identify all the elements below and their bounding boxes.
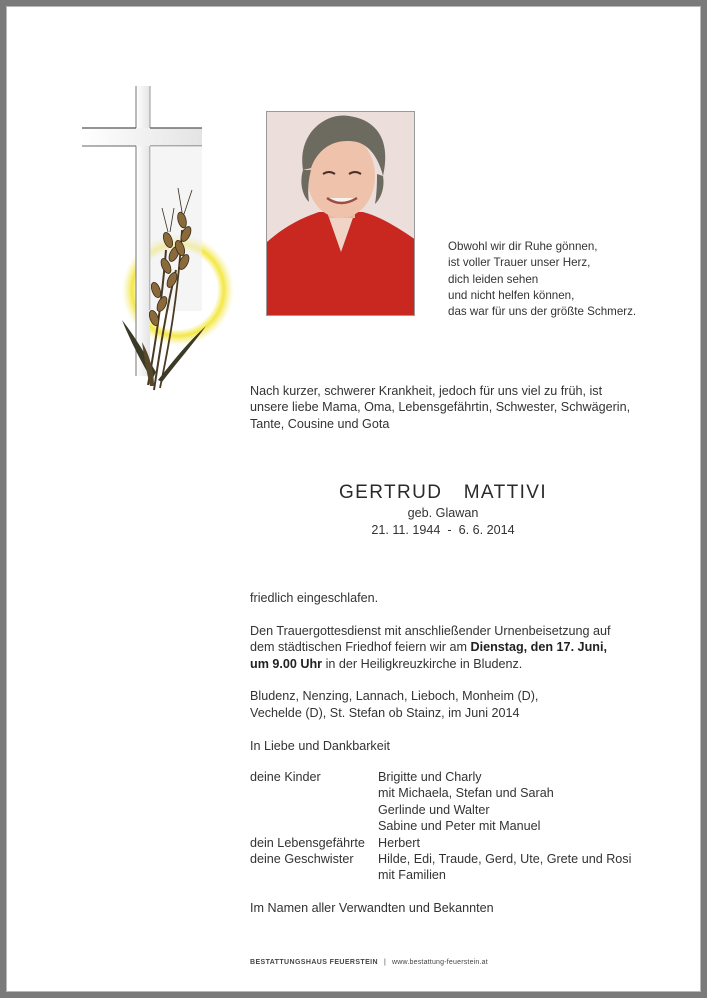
mourner-row [250,769,631,785]
maiden-name: geb. Glawan [407,506,479,520]
announcement-body [250,590,650,754]
cross-wheat-icon [70,80,250,400]
deceased-block [250,481,636,538]
mourners-list [250,769,631,884]
mourner-row [250,818,631,834]
portrait-photo [266,111,415,316]
poem-line: Obwohl wir dir Ruhe gönnen, [448,240,598,253]
mourner-line: Herbert [378,835,420,850]
memorial-poem [448,239,678,320]
love-line: In Liebe und Dankbarkeit [250,738,391,753]
intro-line: unsere liebe Mama, Oma, Lebensgefährtin, Schwester, Schwägerin, [250,400,631,415]
service-text-start: Den Trauergottesdienst mit anschließender Urnenbeisetzung auf dem städtischen Friedhof feiern wir am [250,623,611,655]
places-line: Bludenz, Nenzing, Lannach, Lieboch, Monheim (D), [250,689,539,704]
mourner-line: mit Familien [378,868,446,883]
mourner-line: Hilde, Edi, Traude, Gerd, Ute, Grete und Rosi [378,852,632,867]
mourner-line: Sabine und Peter mit Manuel [378,819,541,834]
mourner-row [250,867,631,883]
footer-separator: | [383,959,387,966]
poem-line: und nicht helfen können, [448,288,575,302]
closing-line: Im Namen aller Verwandten und Bekannten [250,901,494,915]
mourner-label: dein Lebensgefährte [250,835,365,850]
life-dates: 21. 11. 1944 - 6. 6. 2014 [371,522,515,537]
mourner-line: Brigitte und Charly [378,770,482,784]
passed-text: friedlich eingeschlafen. [250,591,379,605]
mourner-line: mit Michaela, Stefan und Sarah [378,786,554,801]
footer [250,959,488,966]
mourner-row [250,851,631,867]
funeral-home-name: BESTATTUNGSHAUS FEUERSTEIN [250,959,378,966]
intro-text [250,383,650,432]
service-text-end: in der Heiligkreuzkirche in Bludenz. [322,656,523,671]
mourner-label: deine Kinder [250,770,321,784]
poem-line: ist voller Trauer unser Herz, [448,256,591,270]
places-line: Vechelde (D), St. Stefan ob Stainz, im Juni 2014 [250,705,520,720]
mourner-row [250,802,631,818]
mourner-row [250,785,631,801]
mourner-line: Gerlinde und Walter [378,802,490,817]
service-text [250,623,612,672]
poem-line: dich leiden sehen [448,272,539,286]
poem-line: das war für uns der größte Schmerz. [448,305,637,319]
funeral-home-link[interactable]: www.bestattung-feuerstein.at [392,959,488,966]
intro-line: Tante, Cousine und Gota [250,416,390,431]
service-date: Dienstag, den 17. Juni, um 9.00 Uhr [250,640,607,671]
mourner-label: deine Geschwister [250,852,354,867]
mourner-row [250,835,631,851]
intro-line: Nach kurzer, schwerer Krankheit, jedoch für uns viel zu früh, ist [250,384,603,398]
deceased-name: GERTRUD MATTIVI [338,482,548,503]
